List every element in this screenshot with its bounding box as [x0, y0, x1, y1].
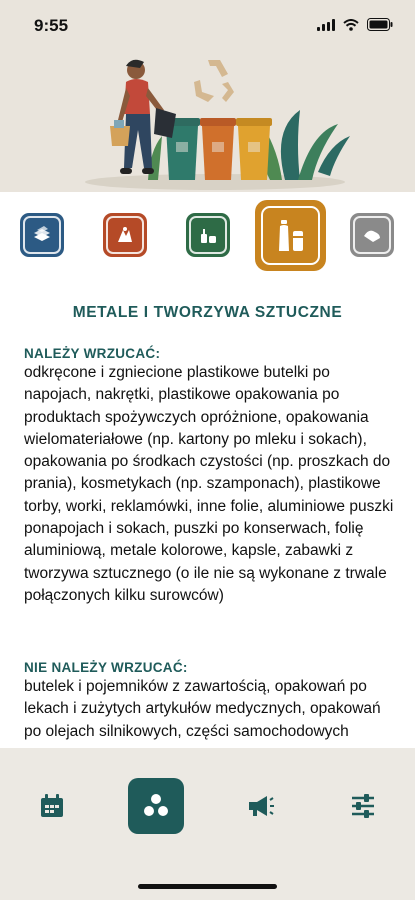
sliders-icon	[349, 792, 377, 820]
home-indicator	[138, 884, 277, 889]
should-heading: NALEŻY WRZUCAĆ:	[24, 346, 161, 361]
signal-icon	[317, 19, 335, 31]
waste-info-panel	[0, 276, 415, 748]
status-icons	[317, 18, 393, 31]
bio-waste-icon	[114, 224, 136, 246]
nav-settings-button[interactable]	[343, 786, 383, 826]
nav-announcements-button[interactable]	[240, 786, 280, 826]
bin-yellow	[236, 118, 272, 180]
category-bio-button[interactable]	[103, 213, 147, 257]
category-glass-button[interactable]	[186, 213, 230, 257]
wifi-icon	[343, 19, 359, 31]
bin-orange	[200, 118, 236, 180]
paper-stack-icon	[31, 224, 53, 246]
page-title: METALE I TWORZYWA SZTUCZNE	[72, 304, 343, 321]
bottom-navigation	[0, 748, 415, 900]
status-time: 9:55	[34, 16, 69, 35]
nav-calendar-button[interactable]	[32, 786, 72, 826]
should-not-text: butelek i pojemników z zawartością, opakowań po lekach i zużytych artykułów medycznych, opakowań po olejach silnikowych, części samochodowych	[24, 678, 381, 740]
megaphone-icon	[245, 792, 275, 820]
category-selector	[0, 192, 415, 276]
category-paper-button[interactable]	[20, 213, 64, 257]
woman-figure	[110, 60, 176, 174]
hero-illustration	[0, 40, 415, 192]
should-text: odkręcone i zgniecione plastikowe butelki po napojach, nakrętki, plastikowe opakowania po produktach spożywczych opróżnione, opakowania wielomateriałowe (np. kartony po mleku i sokach), opakowania po środkach czystości (np. proszkach do prania), kosmetykach (np. szamponach), plastikowe torby, worki, reklamówki, inne folie, aluminiowe puszki ponapojach i sokach, puszki po konserwach, folię aluminiową, metale kolorowe, kapsle, zabawki z tworzywa sztucznego (o ile nie są wykonane z trwale połączonych kilku surowców)	[24, 364, 394, 604]
glass-bottles-icon	[197, 224, 219, 246]
calendar-icon	[38, 792, 66, 820]
recycle-dots-icon	[140, 790, 172, 822]
category-mixed-button[interactable]	[350, 213, 394, 257]
recycle-symbol-icon	[194, 60, 234, 102]
battery-icon	[367, 18, 393, 31]
plastic-bottles-icon	[272, 217, 310, 255]
category-plastic-metal-button[interactable]	[255, 200, 326, 271]
nav-segregation-button[interactable]	[128, 778, 184, 834]
should-not-heading: NIE NALEŻY WRZUCAĆ:	[24, 660, 188, 675]
mixed-waste-icon	[361, 224, 383, 246]
